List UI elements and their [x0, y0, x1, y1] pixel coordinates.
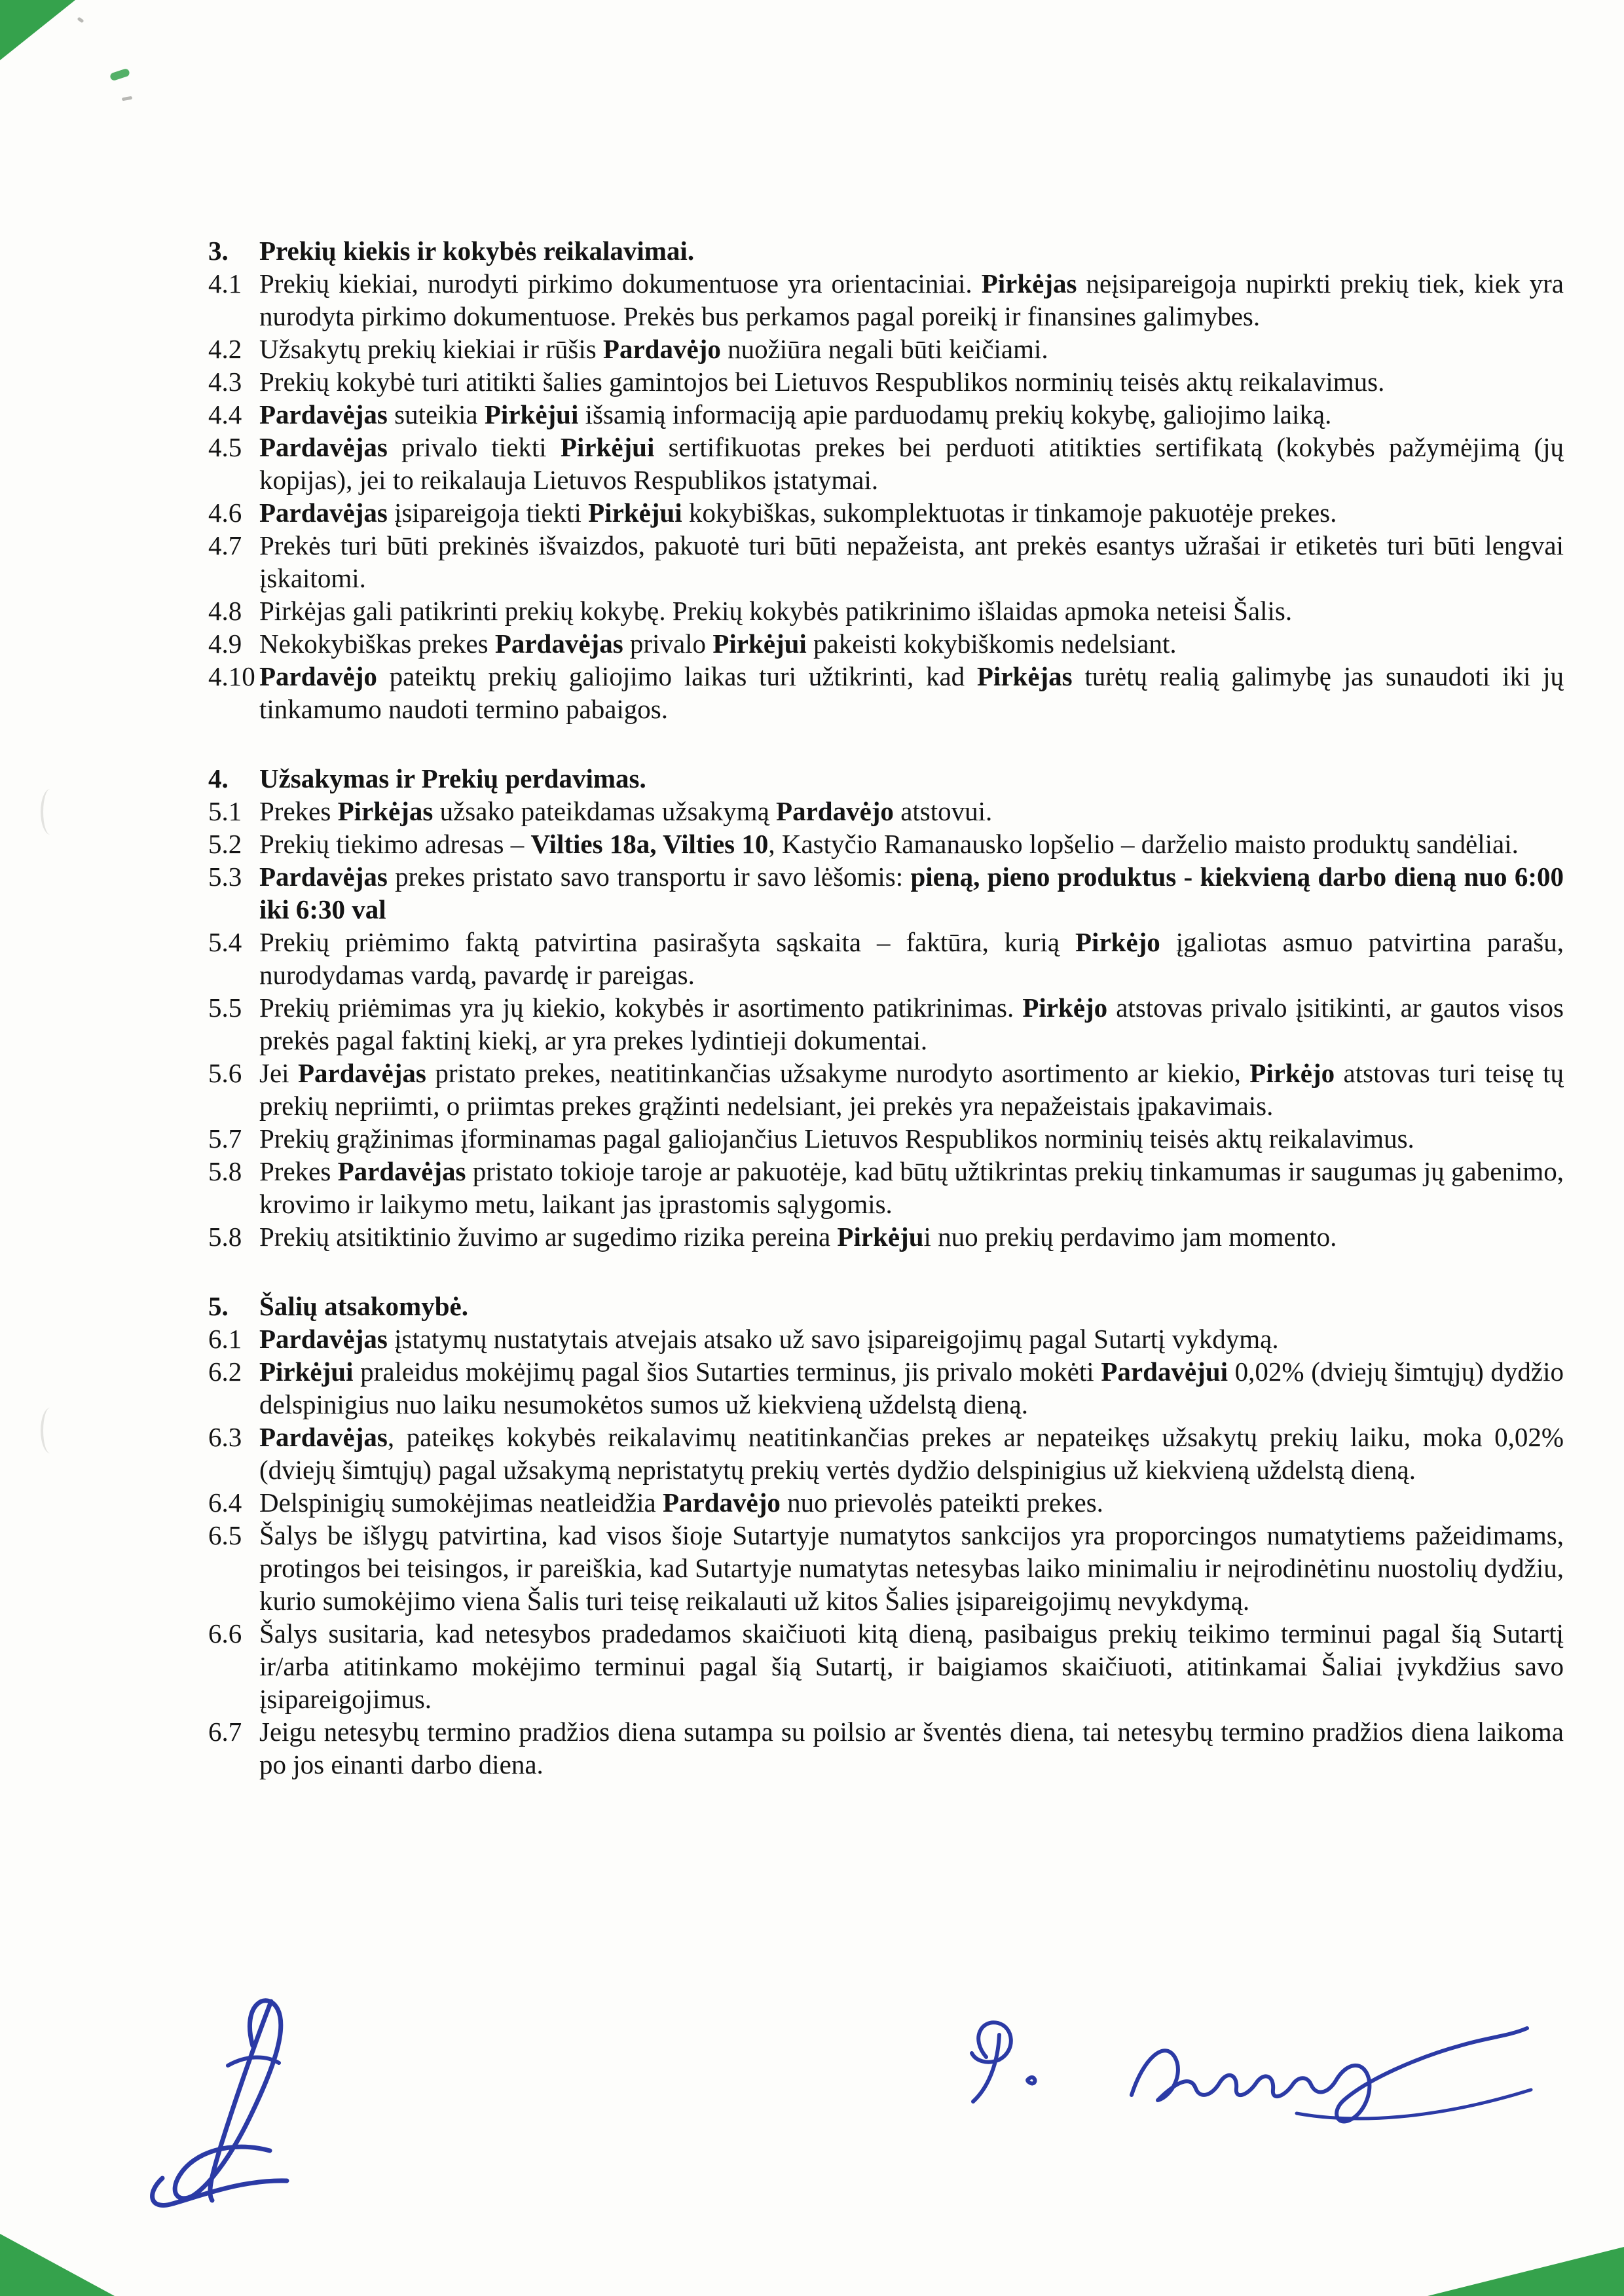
- clause-number: 4.10: [208, 661, 255, 691]
- clause-number: 5.8: [208, 1222, 242, 1252]
- clause-text: išsamią informaciją apie parduodamų prekių kokybę, galiojimo laiką.: [578, 399, 1332, 429]
- clause-number: 4.8: [208, 596, 242, 626]
- clause-text-bold: Pardavėjui: [1101, 1357, 1228, 1387]
- clause-number: 4.1: [208, 268, 242, 299]
- clause-text-bold: Pirkėjo: [1022, 993, 1108, 1023]
- section-title: Šalių atsakomybė.: [259, 1291, 468, 1321]
- clause-number: 4.2: [208, 334, 242, 364]
- clause-number: 5.8: [208, 1156, 242, 1186]
- clause: [208, 1122, 1564, 1155]
- clause-text: Prekių atsitiktinio žuvimo ar sugedimo rizika pereina: [259, 1222, 838, 1252]
- signature-left-ink: [131, 1987, 314, 2219]
- clause-text-bold: Vilties 18a, Vilties 10: [530, 829, 769, 859]
- clause: [208, 594, 1564, 627]
- clause-text: , pateikęs kokybės reikalavimų neatitinkančias prekes ar nepateikęs užsakytų prekių laiku, moka 0,02% (dviejų šimtųjų) pagal užsakymą nepristatytų prekių vertės dydžio delspinigius už kiekvieną uždelstą dieną.: [259, 1422, 1564, 1485]
- clause-text: Prekių tiekimo adresas –: [259, 829, 531, 859]
- clause-number: 4.3: [208, 367, 242, 397]
- clause: [208, 398, 1564, 431]
- clause-text-bold: Pirkėju: [837, 1222, 924, 1252]
- clause-number: 6.4: [208, 1487, 242, 1518]
- clause-text-bold: Pardavėjo: [776, 796, 894, 826]
- clause-text: pristato tokioje taroje ar pakuotėje, kad būtų užtikrintas prekių tinkamumas ir saugumas jų gabenimo, krovimo ir laikymo metu, laikant jas įprastomis sąlygomis.: [259, 1156, 1564, 1219]
- clause-text: nuožiūra negali būti keičiami.: [720, 334, 1048, 364]
- clause-text-bold: Pirkėjo: [1075, 927, 1160, 957]
- clause-text-bold: Pirkėjui: [560, 432, 655, 462]
- clause: [208, 1519, 1564, 1617]
- clause-text: atstovas turi teisę tų prekių nepriimti, o priimtas prekes grąžinti nedelsiant, jei prekės yra nepažeistais įpakavimais.: [259, 1058, 1564, 1121]
- clause: [208, 1155, 1564, 1220]
- clause-text-bold: Pirkėjui: [259, 1357, 354, 1387]
- clause-text: 0,02% (dviejų šimtųjų) dydžio delspinigius nuo laiku nesumokėtos sumos už kiekvieną uždelstą dieną.: [259, 1357, 1564, 1419]
- section: [208, 234, 1564, 725]
- clause-text: nuo prievolės pateikti prekes.: [780, 1487, 1103, 1518]
- clause-number: 6.2: [208, 1357, 242, 1387]
- clause: [208, 1617, 1564, 1715]
- clause-text: Prekių priėmimo faktą patvirtina pasirašyta sąskaita – faktūra, kurią: [259, 927, 1076, 957]
- scan-artifact-top-left-dash: [109, 68, 130, 82]
- clause-text-bold: Pardavėjas: [337, 1156, 466, 1186]
- clause: [208, 1322, 1564, 1355]
- clause-text: suteikia: [387, 399, 485, 429]
- clause-number: 5.5: [208, 993, 242, 1023]
- signature-left-strokes: [131, 1987, 314, 2216]
- clause: [208, 860, 1564, 926]
- section: [208, 762, 1564, 1253]
- clause-number: 4.4: [208, 399, 242, 429]
- clause: [208, 267, 1564, 333]
- clause-text: Prekes: [259, 796, 338, 826]
- clause-text: Nekokybiškas prekes: [259, 629, 495, 659]
- clause-text: Delspinigių sumokėjimas neatleidžia: [259, 1487, 663, 1518]
- clause: [208, 660, 1564, 725]
- scan-artifact-bottom-right: [1428, 2247, 1624, 2296]
- clause-text-bold: Pardavėjas: [298, 1058, 426, 1088]
- section-title: Užsakymas ir Prekių perdavimas.: [259, 763, 646, 793]
- clause-text-bold: Pardavėjas: [259, 862, 388, 892]
- clause-number: 5.1: [208, 796, 242, 826]
- clause-text: privalo: [623, 629, 713, 659]
- clause: [208, 1486, 1564, 1519]
- clause-text-bold: Pirkėjas: [976, 661, 1073, 691]
- pencil-mark: [77, 17, 84, 24]
- clause-number: 6.5: [208, 1520, 242, 1550]
- clause: [208, 1355, 1564, 1421]
- clause-number: 4.9: [208, 629, 242, 659]
- clause-text: Prekių priėmimas yra jų kiekio, kokybės ir asortimento patikrinimas.: [259, 993, 1023, 1023]
- clause-number: 5.6: [208, 1058, 242, 1088]
- clause-text: atstovui.: [893, 796, 993, 826]
- scan-artifact-bottom-left: [0, 2234, 115, 2296]
- clause-number: 5.4: [208, 927, 242, 957]
- clause-text: pateiktų prekių galiojimo laikas turi užtikrinti, kad: [377, 661, 977, 691]
- section-number: 3.: [208, 236, 229, 266]
- clause-text-bold: Pirkėjui: [712, 629, 807, 659]
- clause-text: pristato prekes, neatitinkančias užsakyme nurodyto asortimento ar kiekio,: [426, 1058, 1250, 1088]
- pencil-mark: [122, 96, 133, 101]
- clause-text: įgaliotas asmuo patvirtina parašu, nurodydamas vardą, pavardę ir pareigas.: [259, 927, 1564, 990]
- clause-text: turėtų realią galimybę jas sunaudoti iki jų tinkamumo naudoti termino pabaigos.: [259, 661, 1564, 724]
- clause-text-bold: Pirkėjui: [588, 498, 682, 528]
- clause-text-bold: Pirkėjo: [1249, 1058, 1335, 1088]
- clause: [208, 431, 1564, 496]
- section-number: 5.: [208, 1291, 229, 1321]
- clause-text: Pirkėjas gali patikrinti prekių kokybę. Prekių kokybės patikrinimo išlaidas apmoka neteisi Šalis.: [259, 596, 1293, 626]
- clause-text: Užsakytų prekių kiekiai ir rūšis: [259, 334, 603, 364]
- clause-number: 6.1: [208, 1324, 242, 1354]
- clause-text: įsipareigoja tiekti: [387, 498, 589, 528]
- clause: [208, 1057, 1564, 1122]
- clause: [208, 333, 1564, 365]
- clause-text-bold: Pardavėjo: [602, 334, 721, 364]
- scan-shadow-arc: [41, 789, 60, 835]
- clause-text: Prekės turi būti prekinės išvaizdos, pakuotė turi būti nepažeista, ant prekės esantys užrašai ir etiketės turi būti lengvai įskaitomi.: [259, 530, 1564, 593]
- clause-text: Šalys be išlygų patvirtina, kad visos šioje Sutartyje numatytos sankcijos yra proporcingos numatytiems pažeidimams, protingos bei teisingos, ir pareiškia, kad Sutartyje numatytas netesybas laiko minimaliu ir neįrodinėtinu nuostolių dydžiu, kurio sumokėjimo viena Šalis turi teisę reikalauti už kitos Šalies įsipareigojimų nevykdymą.: [259, 1520, 1564, 1616]
- section-heading: [208, 1290, 1564, 1322]
- section-title: Prekių kiekis ir kokybės reikalavimai.: [259, 236, 695, 266]
- clause-number: 5.2: [208, 829, 242, 859]
- scan-shadow-arc: [41, 1408, 60, 1453]
- clause: [208, 926, 1564, 991]
- clause-text: Prekių kokybė turi atitikti šalies gamintojos bei Lietuvos Respublikos norminių teisės aktų reikalavimus.: [259, 367, 1385, 397]
- clause-text-bold: Pardavėjas: [259, 399, 388, 429]
- clause-text: Prekes: [259, 1156, 338, 1186]
- clause-text: Prekių kiekiai, nurodyti pirkimo dokumentuose yra orientaciniai.: [259, 268, 982, 299]
- clause-number: 4.5: [208, 432, 242, 462]
- clause-text: , Kastyčio Ramanausko lopšelio – darželio maisto produktų sandėliai.: [768, 829, 1519, 859]
- clause-text: i nuo prekių perdavimo jam momento.: [923, 1222, 1337, 1252]
- contract-body: [208, 234, 1564, 1781]
- scan-artifact-top-left: [0, 0, 85, 60]
- clause-text-bold: Pardavėjas: [259, 1422, 388, 1452]
- clause-text-bold: Pirkėjas: [337, 796, 434, 826]
- clause-number: 5.7: [208, 1123, 242, 1154]
- clause: [208, 1715, 1564, 1781]
- clause: [208, 991, 1564, 1057]
- clause-text: sertifikuotas prekes bei perduoti atitikties sertifikatą (kokybės pažymėjimą (jų kopijas), jei to reikalauja Lietuvos Respublikos įstatymai.: [259, 432, 1564, 495]
- clause-text: Jeigu netesybų termino pradžios diena sutampa su poilsio ar šventės diena, tai netesybų termino pradžios diena laikoma po jos einanti darbo diena.: [259, 1717, 1564, 1779]
- clause-text-bold: Pardavėjo: [259, 661, 377, 691]
- clause-text-bold: Pardavėjas: [259, 498, 388, 528]
- clause: [208, 795, 1564, 828]
- clause-text: įstatymų nustatytais atvejais atsako už savo įsipareigojimų pagal Sutartį vykdymą.: [387, 1324, 1279, 1354]
- section-heading: [208, 234, 1564, 267]
- signature-right-strokes: [930, 1997, 1545, 2141]
- clause-text: užsako pateikdamas užsakymą: [433, 796, 777, 826]
- clause-number: 5.3: [208, 862, 242, 892]
- section-number: 4.: [208, 763, 229, 793]
- section: [208, 1290, 1564, 1781]
- section-heading: [208, 762, 1564, 795]
- clause-text-bold: Pardavėjas: [259, 1324, 388, 1354]
- clause-number: 4.7: [208, 530, 242, 560]
- clause-number: 6.7: [208, 1717, 242, 1747]
- clause: [208, 627, 1564, 660]
- clause-text: neįsipareigoja nupirkti prekių tiek, kiek yra nurodyta pirkimo dokumentuose. Prekės bus perkamos pagal poreikį ir finansines galimybes.: [259, 268, 1564, 331]
- clause: [208, 496, 1564, 529]
- clause-text: pakeisti kokybiškomis nedelsiant.: [806, 629, 1177, 659]
- clause: [208, 1220, 1564, 1253]
- clause-text-bold: Pardavėjas: [259, 432, 388, 462]
- clause-text-bold: Pardavėjas: [494, 629, 623, 659]
- clause-number: 6.6: [208, 1618, 242, 1649]
- clause-text: Jei: [259, 1058, 299, 1088]
- clause: [208, 828, 1564, 860]
- clause-text: privalo tiekti: [387, 432, 561, 462]
- clause-number: 6.3: [208, 1422, 242, 1452]
- clause-text-bold: Pardavėjo: [663, 1487, 781, 1518]
- signature-right-ink: [930, 1997, 1545, 2144]
- clause-number: 4.6: [208, 498, 242, 528]
- clause-text: prekes pristato savo transportu ir savo lėšomis:: [387, 862, 911, 892]
- clause-text-bold: Pirkėjui: [484, 399, 579, 429]
- clause-text: atstovas privalo įsitikinti, ar gautos visos prekės pagal faktinį kiekį, ar yra prekes lydintieji dokumentai.: [259, 993, 1564, 1055]
- clause: [208, 365, 1564, 398]
- clause-text: Prekių grąžinimas įforminamas pagal galiojančius Lietuvos Respublikos norminių teisės aktų reikalavimus.: [259, 1123, 1414, 1154]
- clause-text-bold: pieną, pieno produktus - kiekvieną darbo dieną nuo 6:00 iki 6:30 val: [259, 862, 1564, 924]
- clause-text: kokybiškas, sukomplektuotas ir tinkamoje pakuotėje prekes.: [682, 498, 1337, 528]
- clause-text: praleidus mokėjimų pagal šios Sutarties terminus, jis privalo mokėti: [353, 1357, 1101, 1387]
- clause-text: Šalys susitaria, kad netesybos pradedamos skaičiuoti kitą dieną, pasibaigus prekių teikimo terminui pagal šią Sutartį ir/arba atitinkamo mokėjimo terminui pagal šią Sutartį, ir baigiamos skaičiuoti, atitinkamai Šaliai įvykdžius savo įsipareigojimus.: [259, 1618, 1564, 1714]
- clause-text-bold: Pirkėjas: [981, 268, 1077, 299]
- clause: [208, 529, 1564, 594]
- clause: [208, 1421, 1564, 1486]
